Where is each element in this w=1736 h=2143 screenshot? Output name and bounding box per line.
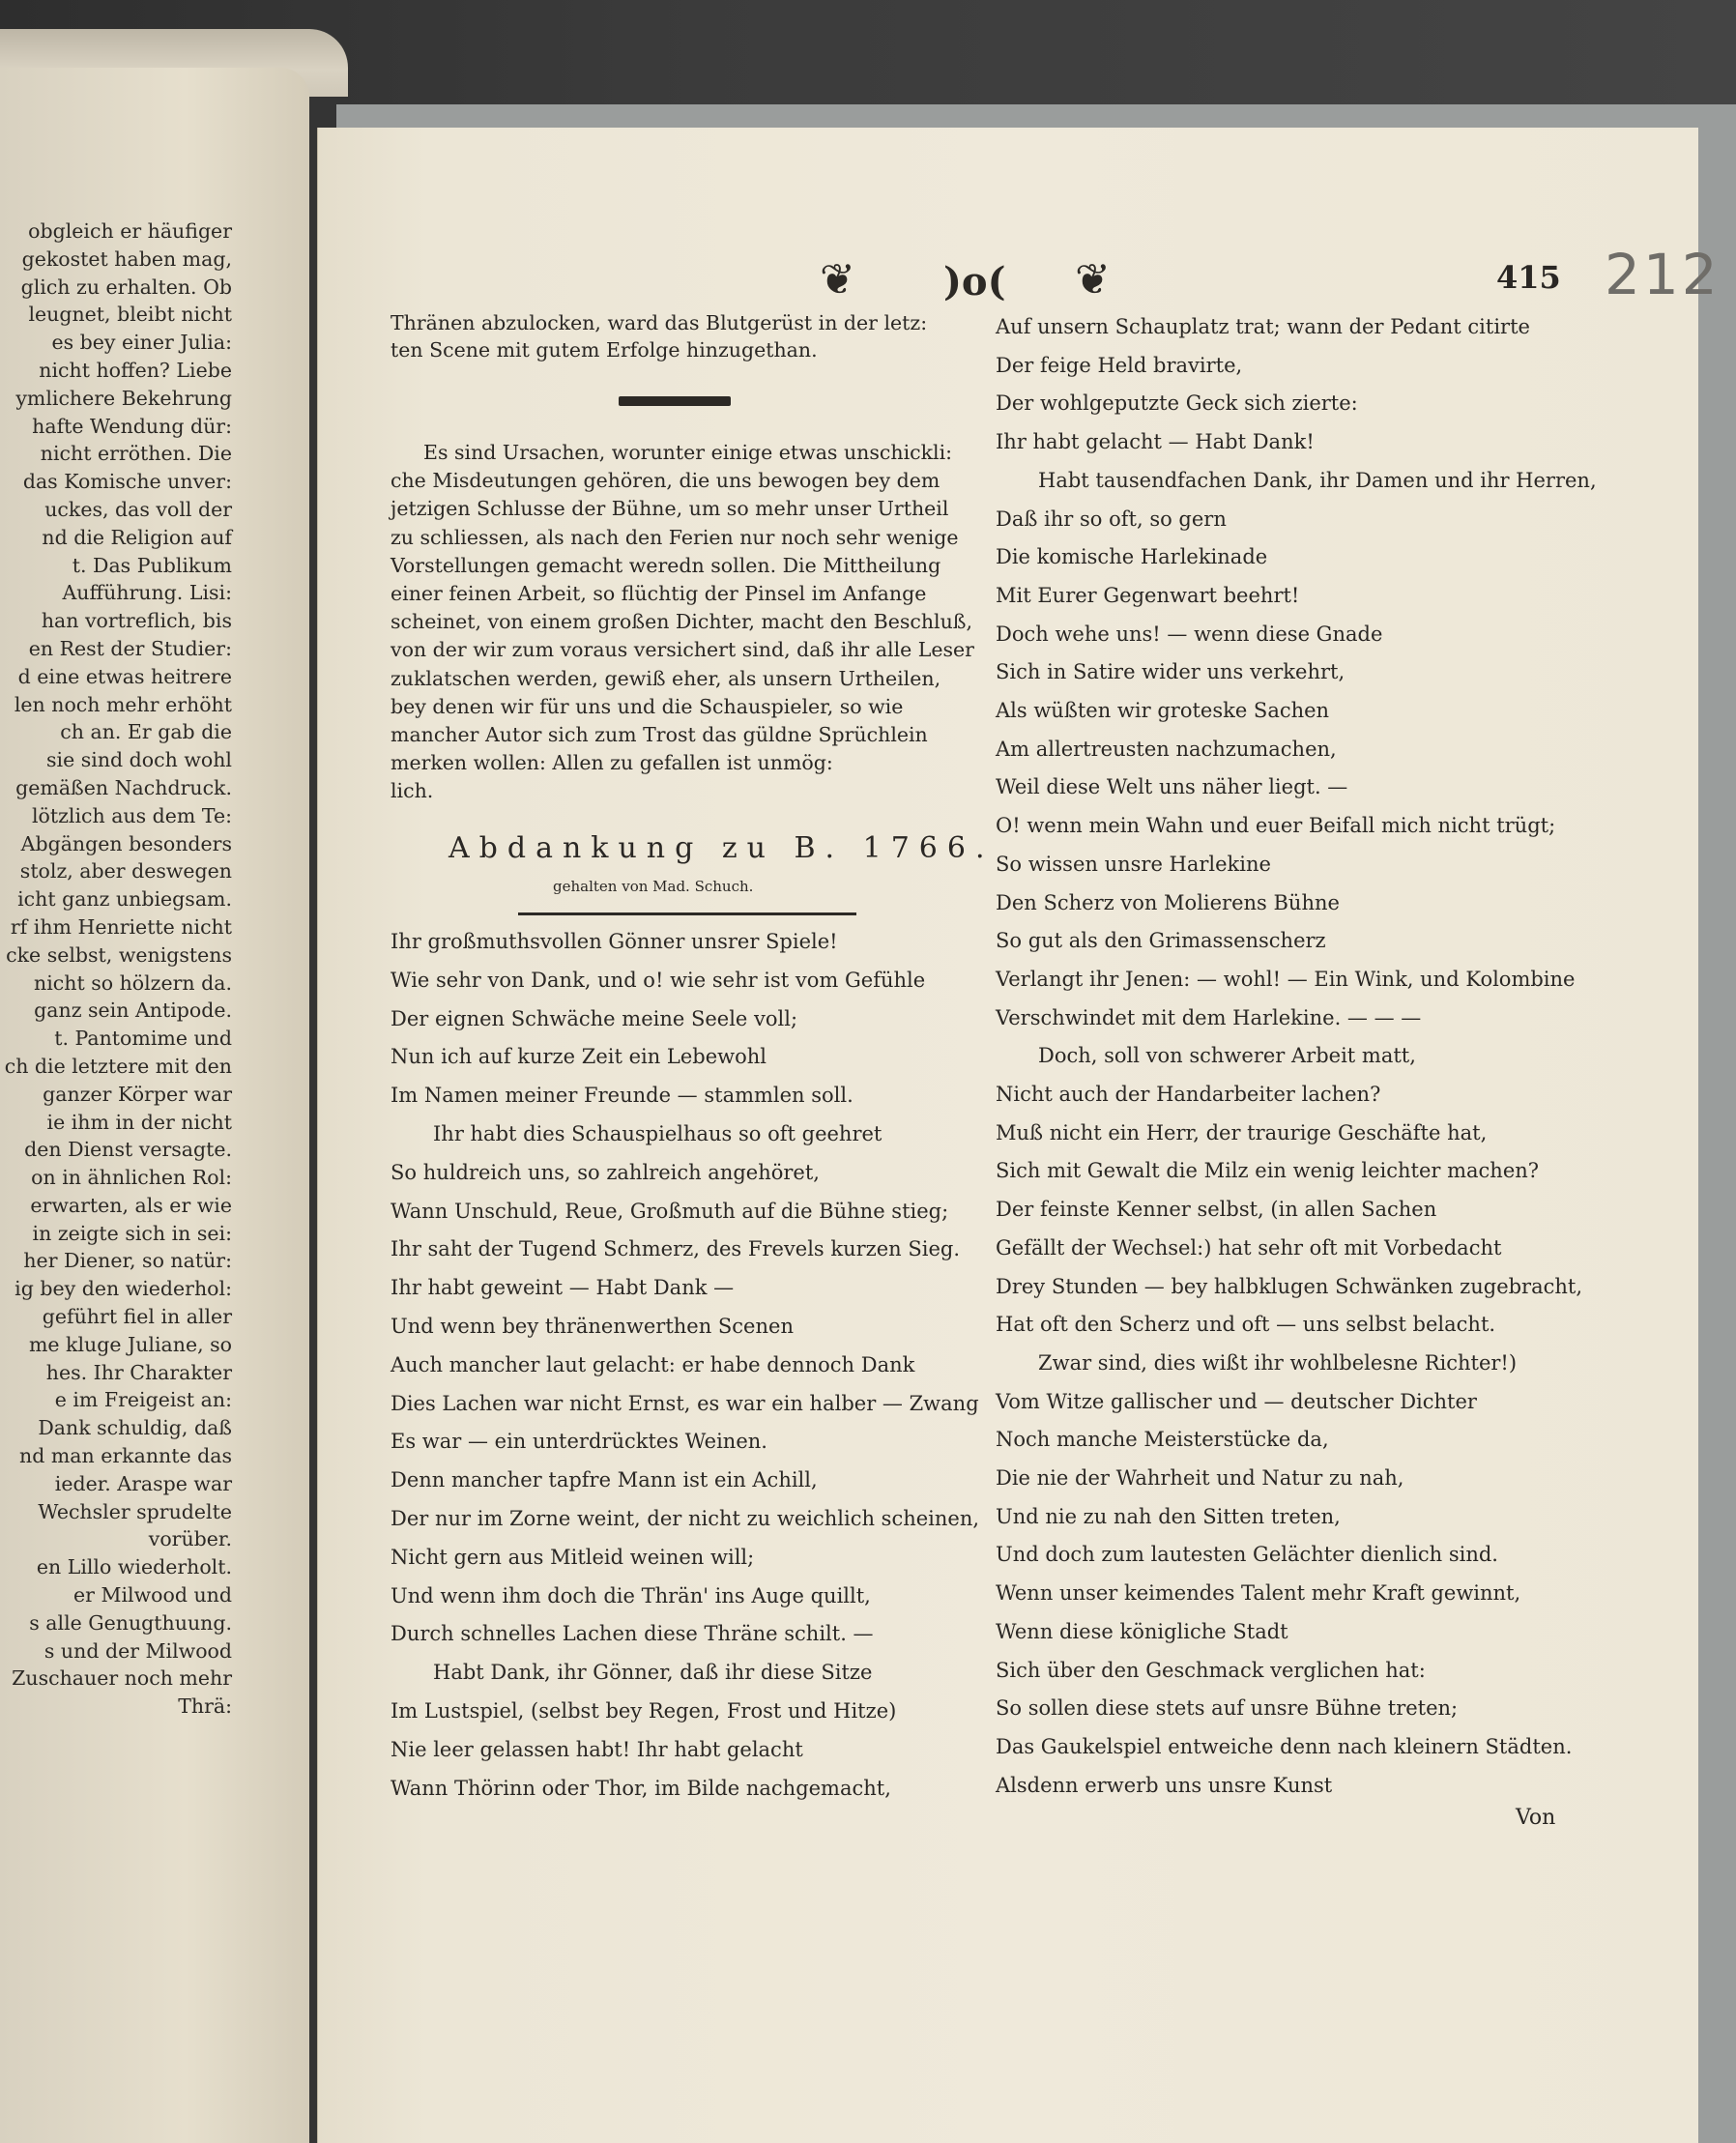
text-line: Der feige Held bravirte,: [996, 353, 1243, 377]
text-line: Drey Stunden — bey halbklugen Schwänken zugebracht,: [996, 1274, 1583, 1298]
divider-ornament: )o(: [943, 259, 1006, 304]
text-line: scheinet, von einem großen Dichter, macht den Beschluß,: [391, 610, 972, 634]
text-line: Vom Witze gallischer und — deutscher Dichter: [996, 1389, 1477, 1413]
left-page-line: ymlichere Bekehrung: [15, 386, 232, 410]
text-line: So gut als den Grimassenscherz: [996, 929, 1326, 953]
text-line: Der feinste Kenner selbst, (in allen Sachen: [996, 1198, 1437, 1222]
poem-subtitle: gehalten von Mad. Schuch.: [553, 878, 754, 895]
text-line: Mit Eurer Gegenwart beehrt!: [996, 583, 1300, 607]
poem-title: Abdankung zu B. 1766.: [448, 831, 995, 865]
left-page-line: s und der Milwood: [43, 1638, 232, 1663]
text-line: Verlangt ihr Jenen: — wohl! — Ein Wink, und Kolombine: [996, 967, 1576, 991]
text-line: lich.: [391, 779, 434, 803]
left-page-line: on in ähnlichen Rol:: [31, 1166, 232, 1190]
left-page-line: nicht hoffen? Liebe: [39, 358, 232, 382]
text-line: Habt Dank, ihr Gönner, daß ihr diese Sitze: [433, 1661, 873, 1685]
text-line: che Misdeutungen gehören, die uns bewogen bey dem: [391, 469, 940, 493]
text-line: Und nie zu nah den Sitten treten,: [996, 1504, 1341, 1528]
left-page-line: Aufführung. Lisi:: [62, 581, 232, 605]
left-page-line: ie ihm in der nicht: [46, 1110, 232, 1134]
left-page-line: sie sind doch wohl: [46, 748, 232, 772]
text-line: Sich mit Gewalt die Milz ein wenig leichter machen?: [996, 1159, 1540, 1183]
text-line: Nicht auch der Handarbeiter lachen?: [996, 1083, 1381, 1106]
text-line: So wissen unsre Harlekine: [996, 852, 1271, 876]
left-page-line: hes. Ihr Charakter: [45, 1360, 232, 1384]
left-page-line: t. Das Publikum: [72, 553, 232, 577]
text-line: Daß ihr so oft, so gern: [996, 507, 1227, 531]
text-line: Weil diese Welt uns näher liegt. —: [996, 775, 1348, 799]
text-line: Wie sehr von Dank, und o! wie sehr ist vom Gefühle: [391, 968, 926, 992]
text-line: bey denen wir für uns und die Schauspieler, so wie: [391, 694, 904, 718]
text-line: Wann Unschuld, Reue, Großmuth auf die Bühne stieg;: [391, 1199, 949, 1223]
left-page-line: her Diener, so natür:: [23, 1249, 232, 1273]
left-page-line: ieder. Araspe war: [54, 1471, 232, 1495]
text-line: Durch schnelles Lachen diese Thräne schilt. —: [391, 1622, 874, 1646]
text-line: Nie leer gelassen habt! Ihr habt gelacht: [391, 1737, 803, 1761]
text-line: Den Scherz von Molierens Bühne: [996, 890, 1340, 914]
text-line: So huldreich uns, so zahlreich angehöret,: [391, 1160, 820, 1184]
left-page-line: glich zu erhalten. Ob: [20, 275, 232, 299]
left-page-line: Abgängen besonders: [20, 831, 232, 855]
text-line: Auf unsern Schauplatz trat; wann der Pedant citirte: [996, 315, 1530, 338]
left-page-line: rf ihm Henriette nicht: [10, 914, 232, 939]
left-page-line: Thrä:: [178, 1694, 232, 1719]
left-page-line: den Dienst versagte.: [24, 1138, 232, 1162]
text-line: Vorstellungen gemacht weredn sollen. Die Mittheilung: [391, 553, 941, 577]
text-line: mancher Autor sich zum Trost das güldne Sprüchlein: [391, 723, 928, 746]
text-line: Wenn diese königliche Stadt: [996, 1619, 1288, 1643]
text-line: Doch wehe uns! — wenn diese Gnade: [996, 622, 1383, 646]
text-line: Hat oft den Scherz und oft — uns selbst belacht.: [996, 1313, 1496, 1337]
left-page-line: Wechsler sprudelte: [38, 1499, 232, 1523]
text-line: Thränen abzulocken, ward das Blutgerüst in der letz:: [391, 311, 928, 334]
left-page-line: ganzer Körper war: [43, 1082, 232, 1106]
left-page-line: uckes, das voll der: [44, 497, 232, 521]
text-line: Nun ich auf kurze Zeit ein Lebewohl: [391, 1045, 767, 1069]
left-page-line: vorüber.: [148, 1527, 232, 1551]
left-page-line: gemäßen Nachdruck.: [15, 775, 232, 799]
text-line: Die nie der Wahrheit und Natur zu nah,: [996, 1466, 1404, 1490]
left-page-line: gekostet haben mag,: [21, 246, 232, 271]
left-page-line: en Rest der Studier:: [28, 636, 232, 660]
page-number: 415: [1496, 259, 1561, 296]
text-line: Denn mancher tapfre Mann ist ein Achill,: [391, 1468, 818, 1492]
left-page-line: leugnet, bleibt nicht: [28, 303, 232, 327]
left-page-line: len noch mehr erhöht: [14, 692, 232, 716]
text-line: merken wollen: Allen zu gefallen ist unmög:: [391, 751, 833, 775]
text-line: Ihr habt dies Schauspielhaus so oft geehret: [433, 1122, 882, 1145]
text-line: Sich über den Geschmack verglichen hat:: [996, 1658, 1426, 1682]
text-line: Und wenn ihm doch die Thrän' ins Auge quillt,: [391, 1583, 871, 1607]
text-line: So sollen diese stets auf unsre Bühne treten;: [996, 1696, 1459, 1721]
handwritten-folio-number: 212: [1605, 242, 1721, 307]
text-line: ten Scene mit gutem Erfolge hinzugethan.: [391, 338, 818, 362]
left-page-line: das Komische unver:: [22, 470, 232, 494]
left-page-text: [0, 217, 232, 1721]
left-page-line: me kluge Juliane, so: [28, 1332, 232, 1356]
text-line: Dies Lachen war nicht Ernst, es war ein halber — Zwang: [391, 1391, 979, 1415]
left-page-line: cke selbst, wenigstens: [6, 942, 232, 967]
left-page-line: d eine etwas heitrere: [17, 664, 232, 688]
text-line: Doch, soll von schwerer Arbeit matt,: [1038, 1044, 1416, 1068]
text-line: Und wenn bey thränenwerthen Scenen: [391, 1315, 794, 1338]
text-line: Habt tausendfachen Dank, ihr Damen und ihr Herren,: [1038, 468, 1597, 492]
text-line: Der wohlgeputzte Geck sich zierte:: [996, 391, 1358, 416]
text-line: Nicht gern aus Mitleid weinen will;: [391, 1545, 755, 1569]
left-page-line: er Milwood und: [73, 1583, 232, 1607]
left-page-line: t. Pantomime und: [54, 1027, 232, 1051]
text-line: Verschwindet mit dem Harlekine. — — —: [996, 1005, 1422, 1029]
text-line: Ihr saht der Tugend Schmerz, des Frevels kurzen Sieg.: [391, 1237, 961, 1261]
text-line: Das Gaukelspiel entweiche denn nach kleinern Städten.: [996, 1734, 1573, 1758]
left-page-line: es bey einer Julia:: [51, 331, 232, 355]
text-line: Sich in Satire wider uns verkehrt,: [996, 660, 1345, 684]
text-line: Im Namen meiner Freunde — stammlen soll.: [391, 1084, 854, 1108]
left-page-line: geführt fiel in aller: [42, 1305, 232, 1329]
text-line: Die komische Harlekinade: [996, 545, 1268, 569]
text-line: Der eignen Schwäche meine Seele voll;: [391, 1006, 798, 1030]
text-line: Und doch zum lautesten Gelächter dienlich sind.: [996, 1543, 1498, 1567]
title-rule: [518, 912, 856, 915]
left-page-line: in zeigte sich in sei:: [32, 1221, 232, 1245]
text-line: Muß nicht ein Herr, der traurige Geschäfte hat,: [996, 1120, 1488, 1144]
left-page-line: ganz sein Antipode.: [34, 999, 232, 1023]
text-line: O! wenn mein Wahn und euer Beifall mich nicht trügt;: [996, 814, 1556, 838]
text-line: Gefällt der Wechsel:) hat sehr oft mit Vorbedacht: [996, 1235, 1502, 1260]
left-page-line: hafte Wendung dür:: [32, 414, 232, 438]
text-line: Zwar sind, dies wißt ihr wohlbelesne Richter!): [1038, 1350, 1518, 1375]
left-page-line: en Lillo wiederholt.: [36, 1555, 232, 1579]
text-line: Noch manche Meisterstücke da,: [996, 1428, 1329, 1452]
text-line: von der wir zum voraus versichert sind, daß ihr alle Leser: [391, 638, 974, 662]
text-line: Am allertreusten nachzumachen,: [996, 737, 1337, 761]
text-line: einer feinen Arbeit, so flüchtig der Pinsel im Anfange: [391, 582, 927, 605]
left-page-line: nd man erkannte das: [19, 1444, 232, 1468]
left-page-line: nicht erröthen. Die: [40, 442, 232, 466]
text-line: zu schliessen, als nach den Ferien nur noch sehr wenige: [391, 525, 959, 549]
left-page-line: stolz, aber deswegen: [19, 859, 232, 883]
left-page-line: Zuschauer noch mehr: [12, 1666, 232, 1691]
text-line: Der nur im Zorne weint, der nicht zu weichlich scheinen,: [391, 1507, 980, 1530]
left-page-line: obgleich er häufiger: [28, 219, 232, 243]
text-line: Ihr habt gelacht — Habt Dank!: [996, 430, 1315, 454]
left-page-line: ch die letztere mit den: [4, 1054, 232, 1078]
left-page-line: icht ganz unbiegsam.: [17, 887, 232, 912]
left-page-line: ch an. Er gab die: [60, 720, 232, 744]
text-line: Im Lustspiel, (selbst bey Regen, Frost und Hitze): [391, 1699, 897, 1723]
left-page-line: lötzlich aus dem Te:: [31, 803, 232, 827]
text-line: Es war — ein unterdrücktes Weinen.: [391, 1430, 767, 1454]
text-line: Alsdenn erwerb uns unsre Kunst: [996, 1773, 1333, 1797]
text-line: Wann Thörinn oder Thor, im Bilde nachgemacht,: [391, 1776, 891, 1800]
left-page-line: Dank schuldig, daß: [38, 1416, 232, 1440]
text-line: jetzigen Schlusse der Bühne, um so mehr unser Urtheil: [391, 497, 949, 521]
text-line: Als wüßten wir groteske Sachen: [996, 699, 1330, 722]
text-line: Ihr habt geweint — Habt Dank —: [391, 1276, 735, 1300]
left-page-line: ig bey den wiederhol:: [14, 1277, 232, 1301]
text-line: Es sind Ursachen, worunter einige etwas unschickli:: [423, 441, 953, 464]
shell-ornament-icon: ❦: [820, 255, 855, 304]
text-line: zuklatschen werden, gewiß eher, als unsern Urtheilen,: [391, 666, 941, 690]
left-page-line: erwarten, als er wie: [30, 1193, 232, 1217]
left-page-line: s alle Genugthuung.: [29, 1610, 232, 1635]
text-line: Wenn unser keimendes Talent mehr Kraft gewinnt,: [996, 1581, 1521, 1606]
text-line: Ihr großmuthsvollen Gönner unsrer Spiele!: [391, 930, 838, 953]
left-page-line: nicht so hölzern da.: [34, 970, 232, 995]
left-page-line: e im Freigeist an:: [54, 1388, 232, 1412]
catchword: Von: [1516, 1806, 1556, 1830]
left-page-line: nd die Religion auf: [42, 525, 232, 549]
left-page-line: han vortreflich, bis: [41, 609, 232, 633]
shell-ornament-icon: ❦: [1075, 255, 1111, 304]
text-line: Auch mancher laut gelacht: er habe dennoch Dank: [391, 1352, 915, 1376]
section-divider: [619, 396, 731, 406]
